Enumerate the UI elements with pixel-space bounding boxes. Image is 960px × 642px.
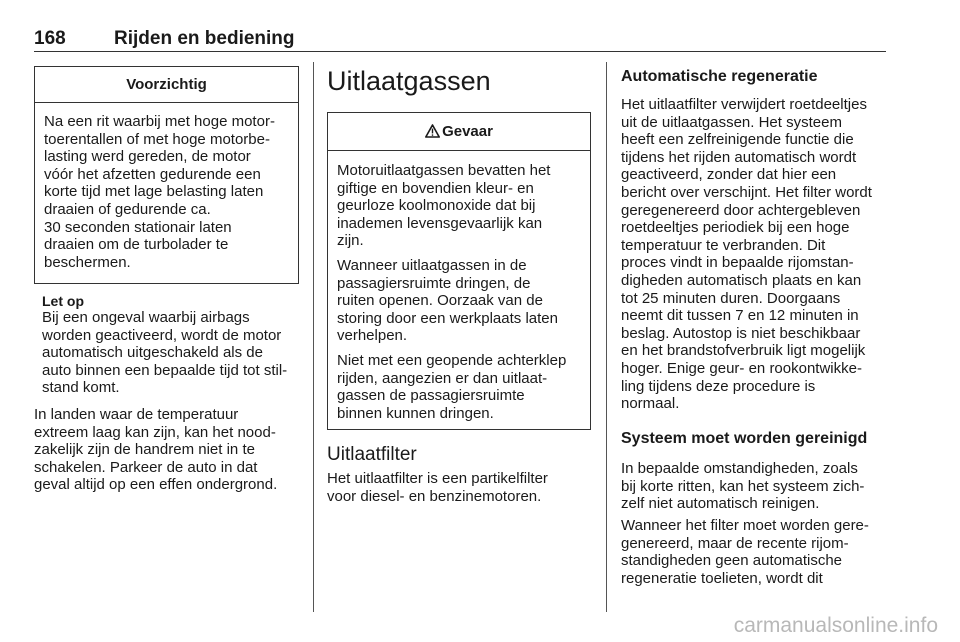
- note-line: automatisch uitgeschakeld als de: [42, 344, 263, 362]
- page-header: [34, 28, 886, 50]
- paragraph-line: digheden automatisch plaats en kan: [621, 271, 862, 289]
- page-number: 168: [34, 28, 66, 49]
- chapter-title: Rijden en bediening: [114, 28, 295, 49]
- danger-box: [327, 112, 591, 430]
- paragraph-line: uit de uitlaatgassen. Het systeem: [621, 113, 842, 131]
- caution-line: 30 seconden stationair laten: [44, 218, 232, 236]
- danger-line: Niet met een geopende achterklep: [337, 351, 567, 369]
- caution-line: vóór het afzetten gedurende een: [44, 165, 261, 183]
- paragraph-line: extreem laag kan zijn, kan het nood-: [34, 423, 276, 441]
- warning-triangle-icon: [425, 115, 440, 152]
- danger-line: zijn.: [337, 232, 364, 250]
- note-block: [42, 293, 304, 397]
- danger-line: storing door een werkplaats laten: [337, 309, 558, 327]
- paragraph-line: temperatuur te verbranden. Dit: [621, 236, 826, 254]
- paragraph-line: tot 25 minuten duren. Doorgaans: [621, 289, 841, 307]
- danger-title: Gevaar: [442, 123, 493, 140]
- caution-line: toerentallen of met hoge motorbe-: [44, 130, 270, 148]
- danger-line: gassen de passagiersruimte: [337, 387, 525, 405]
- paragraph-line: Het uitlaatfilter verwijdert roetdeeltjes: [621, 96, 867, 113]
- column-divider-2: [606, 62, 607, 612]
- paragraph-line: zelf niet automatisch reinigen.: [621, 495, 820, 513]
- paragraph-line: hoger. Enige geur- en rookontwikke-: [621, 359, 862, 377]
- danger-line: geurloze koolmonoxide dat bij: [337, 197, 536, 215]
- note-line: stand komt.: [42, 379, 120, 397]
- paragraph-line: neemt dit tussen 7 en 12 minuten in: [621, 307, 859, 325]
- paragraph-line: proces vindt in bepaalde rijomstan-: [621, 254, 854, 272]
- paragraph-line: Wanneer het filter moet worden gere-: [621, 517, 869, 534]
- paragraph-line: geval altijd op een effen ondergrond.: [34, 476, 278, 494]
- uitlaatfilter-paragraph: [327, 470, 597, 505]
- watermark: carmanualsonline.info: [733, 614, 938, 637]
- danger-line: passagiersruimte dringen, de: [337, 274, 531, 292]
- caution-line: draaien of gedurende ca.: [44, 200, 211, 218]
- caution-text: [35, 103, 298, 279]
- reinigen-paragraph: [621, 460, 891, 513]
- paragraph-line: bericht over verschijnt. Het filter wordt: [621, 183, 872, 201]
- danger-line: Motoruitlaatgassen bevatten het: [337, 162, 551, 179]
- caution-line: draaien om de turbolader te: [44, 236, 229, 254]
- heading-systeem-gereinigd: Systeem moet worden gereinigd: [621, 430, 868, 447]
- caution-box: [34, 66, 299, 284]
- danger-line: rijden, aangezien er dan uitlaat-: [337, 369, 548, 387]
- danger-header: [328, 113, 590, 151]
- paragraph-line: ling tijdens deze procedure is: [621, 377, 816, 395]
- paragraph-line: schakelen. Parkeer de auto in dat: [34, 458, 258, 476]
- paragraph-line: en het brandstofverbruik ligt mogelijk: [621, 342, 866, 360]
- danger-line: verhelpen.: [337, 327, 408, 345]
- paragraph-line: genereerd, maar de recente rijom-: [621, 534, 849, 552]
- danger-text: [328, 151, 590, 430]
- note-line: auto binnen een bepaalde tijd tot stil-: [42, 361, 288, 379]
- paragraph-line: zakelijk zijn de handrem niet in te: [34, 441, 255, 459]
- paragraph-line: regeneratie toelieten, wordt dit: [621, 569, 823, 587]
- danger-line: giftige en bovendien kleur- en: [337, 179, 534, 197]
- paragraph-line: In landen waar de temperatuur: [34, 406, 239, 423]
- caution-line: korte tijd met lage belasting laten: [44, 183, 264, 201]
- column-divider-1: [313, 62, 314, 612]
- paragraph-line: Het uitlaatfilter is een partikelfilter: [327, 470, 548, 487]
- paragraph-line: bij korte ritten, kan het systeem zich-: [621, 477, 865, 495]
- paragraph-line: normaal.: [621, 395, 680, 413]
- temperature-paragraph: [34, 406, 304, 494]
- paragraph-line: voor diesel- en benzinemotoren.: [327, 487, 542, 505]
- paragraph-line: beslag. Autostop is niet beschikbaar: [621, 324, 861, 342]
- danger-line: Wanneer uitlaatgassen in de: [337, 256, 527, 274]
- regeneratie-melding-paragraph: [621, 517, 891, 587]
- paragraph-line: In bepaalde omstandigheden, zoals: [621, 460, 858, 477]
- paragraph-line: roetdeeltjes periodiek bij een hoge: [621, 219, 850, 237]
- note-line: Bij een ongeval waarbij airbags: [42, 309, 250, 326]
- paragraph-line: geregenereerd door achtergebleven: [621, 201, 861, 219]
- caution-title: Voorzichtig: [35, 67, 298, 103]
- danger-line: inademen levensgevaarlijk kan: [337, 214, 543, 232]
- note-label: Let op: [42, 293, 84, 309]
- paragraph-line: geactiveerd, zonder dat hier een: [621, 166, 837, 184]
- header-rule: [34, 51, 886, 52]
- section-heading-uitlaatgassen: Uitlaatgassen: [327, 66, 491, 96]
- caution-line: Na een rit waarbij met hoge motor-: [44, 113, 275, 130]
- danger-line: binnen kunnen dringen.: [337, 404, 494, 422]
- danger-line: ruiten openen. Oorzaak van de: [337, 292, 543, 310]
- caution-line: lasting werd gereden, de motor: [44, 148, 251, 166]
- caution-line: beschermen.: [44, 253, 131, 271]
- regeneratie-paragraph: [621, 96, 891, 413]
- paragraph-line: heeft een zelfreinigende functie die: [621, 131, 854, 149]
- paragraph-line: standigheden geen automatische: [621, 552, 843, 570]
- subheading-uitlaatfilter: Uitlaatfilter: [327, 444, 417, 465]
- paragraph-line: tijdens het rijden automatisch wordt: [621, 148, 857, 166]
- heading-automatische-regeneratie: Automatische regeneratie: [621, 68, 818, 85]
- note-line: worden geactiveerd, wordt de motor: [42, 326, 282, 344]
